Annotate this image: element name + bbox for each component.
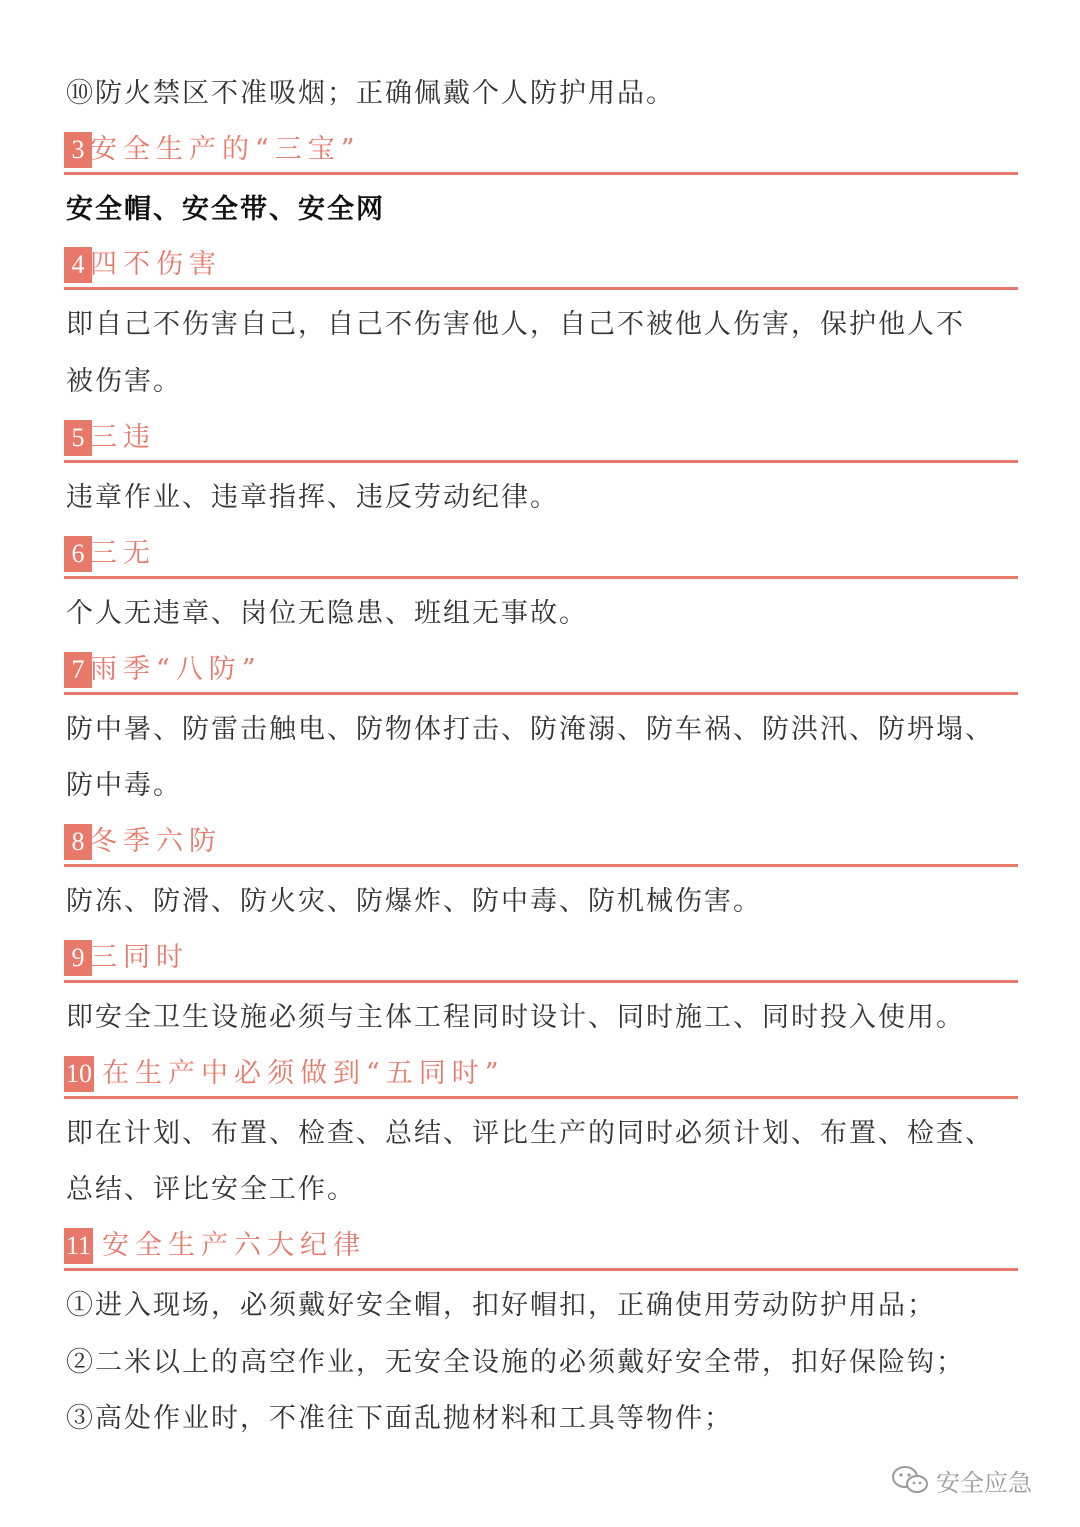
watermark-text: 安全应急 [936, 1468, 1032, 1497]
section-heading [64, 132, 1018, 175]
section-title: 三同时 [90, 942, 189, 973]
section-number-badge: 5 [64, 420, 92, 456]
text-line: 安全帽、安全带、安全网 [66, 194, 385, 225]
text-line: 违章作业、违章指挥、违反劳动纪律。 [66, 482, 559, 513]
section-title: 冬季六防 [90, 826, 222, 857]
section-title: 三无 [90, 538, 156, 569]
text-line: ①进入现场，必须戴好安全帽，扣好帽扣，正确使用劳动防护用品； [66, 1290, 936, 1321]
text-line: 防中毒。 [66, 770, 182, 801]
section-heading [64, 536, 1018, 579]
section-heading [64, 1228, 1018, 1271]
section-number-badge: 6 [64, 536, 92, 572]
section-number-badge: 10 [64, 1056, 94, 1092]
section-heading [64, 420, 1018, 463]
section-title: 四不伤害 [90, 249, 222, 280]
section-number-badge: 3 [64, 132, 92, 168]
text-line: 即安全卫生设施必须与主体工程同时设计、同时施工、同时投入使用。 [66, 1002, 965, 1033]
section-number-badge: 11 [64, 1228, 93, 1264]
text-line: 即在计划、布置、检查、总结、评比生产的同时必须计划、布置、检查、 [66, 1118, 994, 1149]
text-line: ⑩防火禁区不准吸烟；正确佩戴个人防护用品。 [66, 78, 675, 109]
text-line: 被伤害。 [66, 366, 182, 397]
section-number-badge: 9 [64, 940, 92, 976]
section-number-badge: 7 [64, 652, 92, 688]
wechat-icon [890, 1464, 930, 1496]
text-line: ③高处作业时，不准往下面乱抛材料和工具等物件； [66, 1403, 733, 1434]
section-number-badge: 4 [64, 247, 92, 283]
section-title: 三违 [90, 422, 156, 453]
text-line: 个人无违章、岗位无隐患、班组无事故。 [66, 598, 588, 629]
text-line: 防中暑、防雷击触电、防物体打击、防淹溺、防车祸、防洪汛、防坍塌、 [66, 714, 994, 745]
section-title: 雨季“八防” [90, 654, 262, 685]
section-heading [64, 247, 1018, 290]
section-heading [64, 940, 1018, 983]
section-title: 安全生产的“三宝” [90, 134, 361, 165]
section-number-badge: 8 [64, 824, 92, 860]
section-title: 安全生产六大纪律 [102, 1230, 366, 1261]
text-line: 即自己不伤害自己，自己不伤害他人，自己不被他人伤害，保护他人不 [66, 309, 965, 340]
section-heading [64, 824, 1018, 867]
source-watermark [890, 1460, 1032, 1500]
section-heading [64, 652, 1018, 695]
text-line: 防冻、防滑、防火灾、防爆炸、防中毒、防机械伤害。 [66, 886, 762, 917]
section-heading [64, 1056, 1018, 1099]
text-line: ②二米以上的高空作业，无安全设施的必须戴好安全带，扣好保险钩； [66, 1347, 965, 1378]
section-title: 在生产中必须做到“五同时” [102, 1058, 505, 1089]
text-line: 总结、评比安全工作。 [66, 1174, 356, 1205]
